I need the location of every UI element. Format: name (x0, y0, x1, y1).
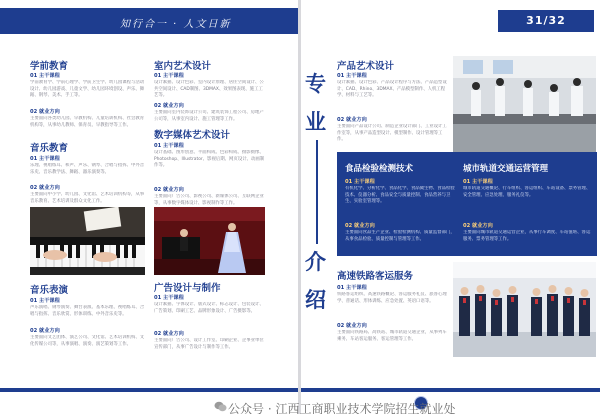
section-title: 数字媒体艺术设计 (154, 130, 231, 141)
section-text: 设计素描、字体设计、版式设计、标志设计、包装设计、广告策划、印刷工艺、品牌形象设计、广告摄影等。 (154, 302, 264, 314)
section-subtitle: 02 就业方向 (337, 117, 367, 123)
section-text: 主要面向文艺团体、演艺公司、文化馆、艺术培训机构、文化传媒公司等，从事演唱、演奏、演艺策划等工作。 (30, 335, 145, 347)
section-subtitle: 01 主干课程 (345, 179, 375, 185)
vertical-heading-char: 专 (305, 71, 326, 96)
bottom-rule (0, 388, 298, 392)
section-text: 设计素描、设计色彩、室内设计原理、居住空间设计、公共空间设计、CAD制图、3DMAX、效果图表现、施工工艺等。 (154, 80, 264, 99)
section-text: 主要面向铁路局、高铁站、城市轨道交通企业，从事列车乘务、车站客运服务、客运管理等工作。 (337, 330, 447, 342)
section-title: 学前教育 (30, 61, 69, 72)
section-subtitle: 01 主干课程 (30, 156, 60, 162)
section-text: 主要面向广告公司、设计工作室、印刷企业、企事业单位宣传部门，从事广告设计与制作等工作。 (154, 338, 264, 350)
section-subtitle: 01 主干课程 (30, 298, 60, 304)
section-subtitle: 02 就业方向 (154, 187, 184, 193)
section-title: 产品艺术设计 (337, 61, 395, 72)
page-number: 31/32 (498, 10, 594, 32)
section-text: 设计素描、设计色彩、产品设计程序与方法、产品造型设计、CAD、Rhino、3DMAX、产品模型制作、人机工程学、材料与工艺等。 (337, 80, 447, 99)
section-subtitle: 02 就业方向 (30, 328, 60, 334)
laboratory-photo (453, 56, 596, 152)
section-title: 音乐教育 (30, 143, 69, 154)
piano-image (30, 207, 145, 275)
section-subtitle: 01 主干课程 (337, 73, 367, 79)
wechat-watermark: 公众号 · 江西工商职业技术学院招生就业处 (228, 402, 456, 414)
section-subtitle: 01 主干课程 (337, 285, 367, 291)
vertical-heading-char: 介 (305, 249, 326, 274)
section-text: 主要面向广告公司、影视公司、新媒体公司、互联网企业等，从事数字媒体设计、影视制作等工作。 (154, 194, 264, 206)
section-subtitle: 01 主干课程 (463, 179, 493, 185)
right-page (301, 0, 600, 414)
vertical-divider (316, 140, 318, 244)
bottom-rule (301, 388, 600, 392)
header-title: 知行合一 · 人文日新 (120, 19, 232, 30)
section-title: 高速铁路客运服务 (337, 271, 414, 282)
section-subtitle: 01 主干课程 (154, 73, 184, 79)
section-text: 主要面向室内装饰设计公司、建筑装饰工程公司、房地产公司等，从事室内设计、施工管理等工作。 (154, 110, 264, 122)
section-text: 有机化学、分析化学、食品化学、食品微生物、食品检验技术、仪器分析、食品安全与质量控制、食品营养与卫生、实验室管理等。 (345, 186, 455, 205)
section-subtitle: 02 就业方向 (345, 223, 375, 229)
section-subtitle: 02 就业方向 (154, 331, 184, 337)
section-subtitle: 01 主干课程 (30, 73, 60, 79)
section-text: 声乐演唱、钢琴演奏、舞台表演、基本乐理、视唱练耳、合唱与指挥、音乐欣赏、形体训练、中外音乐史等。 (30, 305, 145, 317)
laboratory-image (453, 56, 596, 152)
section-text: 主要面向产品设计公司、制造企业设计部门、工业设计工作室等，从事产品造型设计、模型制作、设计管理等工作。 (337, 124, 447, 143)
section-title: 城市轨道交通运营管理 (463, 164, 549, 174)
section-text: 铁路客运组织、高速铁路概论、客运服务礼仪、旅客心理学、普通话、形体训练、应急处置、英语口语等。 (337, 292, 447, 304)
section-title: 广告设计与制作 (154, 283, 221, 294)
section-text: 城市轨道交通概论、行车组织、客运组织、车站设备、票务管理、安全管理、应急处理、服务礼仪等。 (463, 186, 591, 198)
stage-performance-photo (154, 207, 265, 275)
section-title: 室内艺术设计 (154, 61, 212, 72)
section-text: 主要面向各类幼儿园、早教机构、儿童培训机构、社会教育机构等，从事幼儿教师、保育员、早教指导等工作。 (30, 116, 145, 128)
section-title: 食品检验检测技术 (345, 164, 414, 174)
piano-photo (30, 207, 145, 275)
section-text: 主要面向城市轨道交通运营企业，从事行车调度、车站值班、客运服务、票务管理等工作。 (463, 230, 591, 242)
section-text: 设计基础、图形创意、平面构成、色彩构成、摄影摄像、Photoshop、Illustrator、影视后期、网页设计、动画制作等。 (154, 150, 265, 169)
section-text: 学前教育学、学前心理学、学前卫生学、幼儿园课程与活动设计、幼儿园游戏、儿童文学、幼儿园环境创设、声乐、舞蹈、钢琴、美术、手工等。 (30, 80, 145, 99)
section-text: 主要面向中小学、幼儿园、文化馆、艺术培训机构等，从事音乐教育、艺术培训及群众文化工作。 (30, 192, 145, 204)
section-text: 乐理、视唱练耳、和声、声乐、钢琴、合唱与指挥、中外音乐史、音乐教学法、舞蹈、器乐演奏等。 (30, 163, 145, 175)
wechat-icon (214, 401, 227, 412)
train-attendants-photo (453, 262, 596, 357)
section-subtitle: 01 主干课程 (154, 143, 184, 149)
section-subtitle: 02 就业方向 (30, 185, 60, 191)
stage-image (154, 207, 265, 275)
section-subtitle: 02 就业方向 (30, 109, 60, 115)
section-subtitle: 02 就业方向 (463, 223, 493, 229)
section-subtitle: 01 主干课程 (154, 295, 184, 301)
vertical-heading-char: 业 (305, 109, 326, 134)
left-page (0, 0, 299, 414)
vertical-heading-char: 绍 (305, 287, 326, 312)
section-title: 音乐表演 (30, 285, 69, 296)
section-subtitle: 02 就业方向 (337, 323, 367, 329)
section-text: 主要面向食品生产企业、检验检测机构、质量监督部门，从事食品检验、质量控制与管理等工作。 (345, 230, 455, 242)
train-attendants-image (453, 262, 596, 357)
section-subtitle: 02 就业方向 (154, 103, 184, 109)
